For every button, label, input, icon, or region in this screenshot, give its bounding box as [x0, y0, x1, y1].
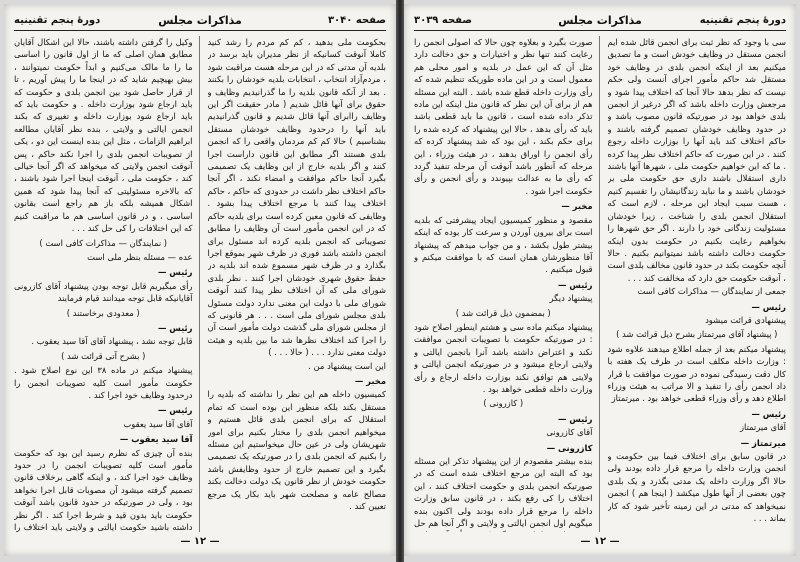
- left-header-page-number: صفحه ۳۰۴۰: [327, 14, 386, 26]
- paragraph: مقصود و منظور کمیسیون ایجاد پیشرفتی که بلدیه است برای بیرون آوردن و سرعت کار بوده که اینکه بیشتر طول بکشد ، و من جواب میدهم که پیشنهاد آقا منظورشان همان است که با موافقت میکنم و قبول میکنیم .: [414, 214, 593, 275]
- right-page-header: [414, 10, 786, 31]
- left-header-title: مذاکرات مجلس: [158, 13, 242, 27]
- speaker-label: رئیس —: [557, 413, 593, 424]
- paragraph: جمعی از نمایندگان — مذاکرات کافی است: [637, 286, 786, 297]
- paragraph: بنده آن چیزی که نظرم رسید این بود که حکومت مأمور است کلیه تصویبات انجمن را در حدود وظایف خود اجرا کند ، و اینکه گاهی برخلاف قانون تصمیم گرفته میشود آن مصوبات قابل اجرا نخواهد بود ، ولی در صورتیکه در حدود قانون باشد آنوقت حکومت باید بدون قید و شرط اجرا کند . اگر نظر داشته باشید حکومت ایالتی و ولایتی باید اختلاف را: [14, 447, 193, 532]
- left-column-right: [208, 36, 387, 532]
- speaker-label: رئیس —: [157, 405, 193, 416]
- paragraph: آقای میرتمتاز: [739, 422, 786, 433]
- right-page-footer: — ۱۲ —: [580, 536, 620, 547]
- paragraph: عده — مسئله بنظر ملی است: [87, 251, 193, 262]
- paragraph: پیشنهاد میکنم ماده سی و هشتم اینطور اصلاح شود : در صورتیکه حکومت با تصویبات انجمن موافقت نکند و اعتراض داشته باشد آنرا بانجمن ایالتی و ولایتی ارجاع میشود و در صورتیکه انجمن ایالتی و ولایتی هم توافق نکند بوزارت داخله ارجاع و رأی وزارت داخله قطعی خواهد بود .: [414, 321, 593, 394]
- speaker-label: آقا سید یعقوب —: [119, 434, 193, 445]
- paragraph: قابل توجه نشد ، پیشنهاد آقای آقا سید یعقوب .: [31, 336, 193, 347]
- right-column-right: [608, 36, 787, 532]
- parenthetical-note: ( معدودی برخاستند ): [66, 307, 140, 318]
- right-column-left: [414, 36, 600, 532]
- book-gutter: [396, 0, 404, 562]
- right-header-title: مذاکرات مجلس: [558, 13, 642, 27]
- paragraph: رأی میگیریم قابل توجه بودن پیشنهاد آقای کازرونی آقایانیکه قابل توجه میدانند قیام فرمایند: [14, 280, 193, 304]
- right-header-page-number: صفحه ۳۰۳۹: [414, 14, 473, 26]
- parenthetical-note: ( کازرونی ): [483, 398, 524, 409]
- speaker-label: رئیس —: [751, 408, 786, 419]
- parenthetical-note: ( بشرح آتی قرائت شد ): [61, 350, 146, 361]
- left-page-columns: [14, 36, 386, 532]
- paragraph: کمیسیون داخله هم این نظر را نداشته که بلدیه را مستقل بکند بلکه منظور این بوده است که تمام استقلال که برای انجمن بلدی قائل هستیم و میخواهیم انجمن بلدی را مختار بکنیم برای امور شهریشان ولی در عین حال میخواستیم این مسئله را بکنیم که انجمن بلدی را در صورتیکه یک تصمیمی بگیرد و این تصمیم خارج از حدود وظایفش باشد حکومت خودش از نظر قانون یک دولت دخالت بکند مصالح عامه و مصلحت شهر باید بکار یک مرجع تعیین کند .: [207, 389, 386, 512]
- left-column-left: [14, 36, 200, 532]
- paragraph: سی با وجود که نظر ثبت برای انجمن قائل شده ایم انجمن مستقل در وظایف خودش است و ما تصدیق میکنیم بعد از اینکه انجمن بلدی در وظایف خود مستقل شد حاکم مأمور اجرای آنست ولی حکم نیست که نظر بدهد حالا آنجا که اختلاف پیدا شود و مرجعش وزارت داخله باشد که اگر درغیر از انجمن بلدی خواهد بود در صورتیکه قانون مصوب باشد و در حدود وظایف خودشان تصمیم گرفته باشند و حاکم اختلاف کند باید آنها را بوزارت داخله رجوع کنند . در این صورت که حاکم اختلاف نظر پیدا کرده . ما که این خواهیم حکومت ملی ، شهرها آنها باشند داری استقلال باشند داری حق حکومت ملی بر خودشان باشند و ما نباید زندگانیشان را تقسیم کنیم ، هست سبب ایجاد این مرحله ، لازم است که استقلال انجمن بلدی را شناخت ، زیرا خودشان مسئولیت زندگانی خود را دارند . اگر حق شهرها را بخواهیم رعایت بکنیم در حکومت بدون اینکه حکومت دخالت داشته باشد نمیتوانیم بکنیم . حالا آنچه حکومت بکند در حدود قانون مخالف بلدی است ، آنوقت حکومت حق دارد که مخالفت کند . . .: [607, 37, 786, 283]
- left-page-footer: — ۱۲ —: [180, 536, 220, 547]
- paragraph: پیشنهاد میکنم در ماده ۳۸ این نوع اصلاح شود . حکومت مأمور است کلیه تصویبات انجمن را درحدود وظایف خود اجرا کند .: [14, 365, 193, 400]
- speaker-label: میرتمتاز —: [740, 437, 786, 448]
- speaker-label: رئیس —: [157, 267, 193, 278]
- speaker-label: رئیس —: [157, 322, 193, 333]
- left-header-session: دورهٔ پنجم تقنینیه: [14, 14, 101, 26]
- paragraph: این است پیشنهاد من .: [308, 360, 386, 371]
- paragraph: صورت بگیرد و بعلاوه چون حالا که اصولی انجمن را رعایت کنند تنها نظر و اختیارات و حق دخالت دارد مثل آن که این عمل در بلدیه و امور محلی هم معمول است و در این ماده طوریکه تنظیم شده که رأی وزارت داخله قطع شده باشد . البته این مسئله هم از برای آن این نظر که قانون مثل اینکه این ماده تذکر داده شده است ، قانون ما باید قطعی باشد باید که رأی بدهد ، حالا این پیشنهاد که کرده شده را برای حکم بکند ، این بود که شد پیشنهاد کرده که رأی انجمن را اوراق بدهند ، در هیئت وزراء ، این مرحله که آنطور باشد آنوقت آن مرحله تنفیذ گردد که رأی ما به عدالت بپیوندد و رأی انجمن و رأی حکومت اجرا شود .: [414, 37, 593, 196]
- left-page-header: [14, 10, 386, 31]
- speaker-label: مخبر —: [561, 201, 593, 212]
- speaker-label: رئیس —: [557, 279, 593, 290]
- speaker-label: رئیس —: [751, 301, 786, 312]
- paragraph: پیشنهاد میکنم بعد از جمله اطلاع میدهند علاوه شود : وزارت داخله مکلف است در ظرف یک هفته با کال دقت رسیدگی نموده در صورت موافقت با قرار داد انجمن رأی را تنفیذ و الا مراتب به هیئت وزراء اطلاع دهد و رأی وزراء قطعی خواهد بود . میرتمتاز: [607, 343, 786, 404]
- paragraph: آقای کازرونی: [546, 427, 593, 438]
- speaker-label: کازرونی —: [546, 442, 593, 453]
- parenthetical-note: ( پیشنهاد آقای میرتمتاز بشرح ذیل قرائت شد ): [616, 329, 778, 340]
- paragraph: پیشنهاد دیگر: [549, 293, 593, 304]
- right-header-session: دورهٔ پنجم تقنینیه: [699, 14, 786, 26]
- parenthetical-note: ( نمایندگان — مذاکرات کافی است ): [39, 237, 168, 248]
- parenthetical-note: ( بمضمون ذیل قرائت شد ): [455, 307, 551, 318]
- speaker-label: مخبر —: [354, 375, 386, 386]
- paragraph: بحکومت ملی بدهید ، کم کم مردم را رشد کنید کاملا آنوقت کسانیکه از نظر مدیران باید برسد در بلدیه آن مدتی که در این مرحله هست مراقبت شود ، مردم‌آزاد انتخاب ، انتخابات بلدیه خودشان را بکنند . بعد از آنکه قانون بلدیه را ما گذرانیدیم وظایف و حقوق برای آنها قائل شدیم ( مادر حقیقت اگر این وظایف راابرای آنها قائل شدیم و قانون گذرانیدیم باید آنها را درحدود وظایف خودشان مستقل بشناسیم ) حالا کم کم مردمان واقعی را که انجمن بلدی هستند اگر مطابق این قانون داراست اجرا کنند و اگر بلدیه خارج از این وظایف یک تصمیمی بگیرد آنجا حاکم موافقت و امضاء نکند ، اگر آنجا حاکم اختلاف نظر داشت در حدودی که حاکم ، حاکم اختلاف پیدا کنند با مرجع اختلاف پیدا بشود . وظایفی که قانون معین کرده است برای بلدیه حاکم که در این انجمن مأمور است آن وظایف را مطابق تصویباتی که انجمن بلدیه کرده اند مسئول برای انجمن داشته باشد فوری در ظرف شهر بموقع اجرا بگذارد و در ظرف شهر مسموع شده اند بلدیه در حفظ حقوق شهری خودشان اجرا کنند . نظر بلدی شورای ملی که آن اختلاف نظر پیدا کنند آنوقت شورای ملی با دولت این معنی ندارد دولت مسئول بلدی مجلس شورای ملی است . . . هر قانونی که از مجلس شورای ملی گذشت دولت مأمور است آن را اجرا کند اختلاف نظرها شد ما بین بلدیه و هیئت دولت معنی ندارد . . . ( حالا . . . ): [207, 37, 386, 358]
- paragraph: در قانون سابق برای اختلاف فیما بین حکومت و انجمن وزارت داخله را مرجع قرار داده بودند ولی حالا اگر وزارت داخله یک مدتی بگذرد و یک بلدی چون بعضی از آنها طول میکشد ( اینجا هم ) انجمن نمیخواهد که مدتی در این زمینه تأخیر شود که کار بماند . . .: [607, 451, 786, 524]
- paragraph: پیشنهادی قرائت میشود: [705, 314, 786, 325]
- paragraph: آقای آقا سید یعقوب: [123, 418, 193, 429]
- paragraph: وکیل را گرفتن داشته باشند، حالا این اشکال آقایان مطابق همان اصلی که ما از اول قانون را اساسی ما را ما مالک می‌کنیم و ابداً حکومت نمیتوانند ، بیش بهیچیم شاید که در اینجا ما را پیش آوریم ، تا از قرار حاصل شود بین انجمن بلدی و حکومت که باید ارجاع شود بوزارت داخله . و حکومت باید که باید ارجاع شود بوزارت داخله و تغییری که بکند انجمن ایالتی و ولایتی ، بنده نظر آقایان مطالعه ابراهیم الزامات ، مثل این بنده اینست این دو ، یکی از تصویبات انجمن بلدی را اجرا نکند حاکم ، پس آنوقت انجمن ولایتی که میخواهد که اگر آنجا خیالی کند ، حکومت ملی ، آنوقت اینجا اجرا شود باشند ، که بالاخره مسئولیتی که آنجا پیدا شود که همین اشکال همیشه بلکه باز هم راجع است بقانون اساسی ، و در قانون اساسی هم ما مراقبت کنیم که این اختلافات را کی حل کند . . .: [14, 37, 193, 234]
- right-page-columns: [414, 36, 786, 532]
- left-page: [4, 4, 396, 556]
- paragraph: بنده بیشتر مقصودم از این پیشنهاد تذکر این مسئله بود که البته این مرجع اختلاف شده است که در صورتیکه انجمن بلدی و حکومت اختلاف کنند ، این اختلاف را کی رفع بکند ، در قانون سابق وزارت داخله را مرجع قرار داده بودند ولی اکنون بنده میگویم اول انجمن ایالتی و ولایتی و اگر آنجا هم حل: [414, 456, 593, 529]
- right-page: [404, 4, 796, 556]
